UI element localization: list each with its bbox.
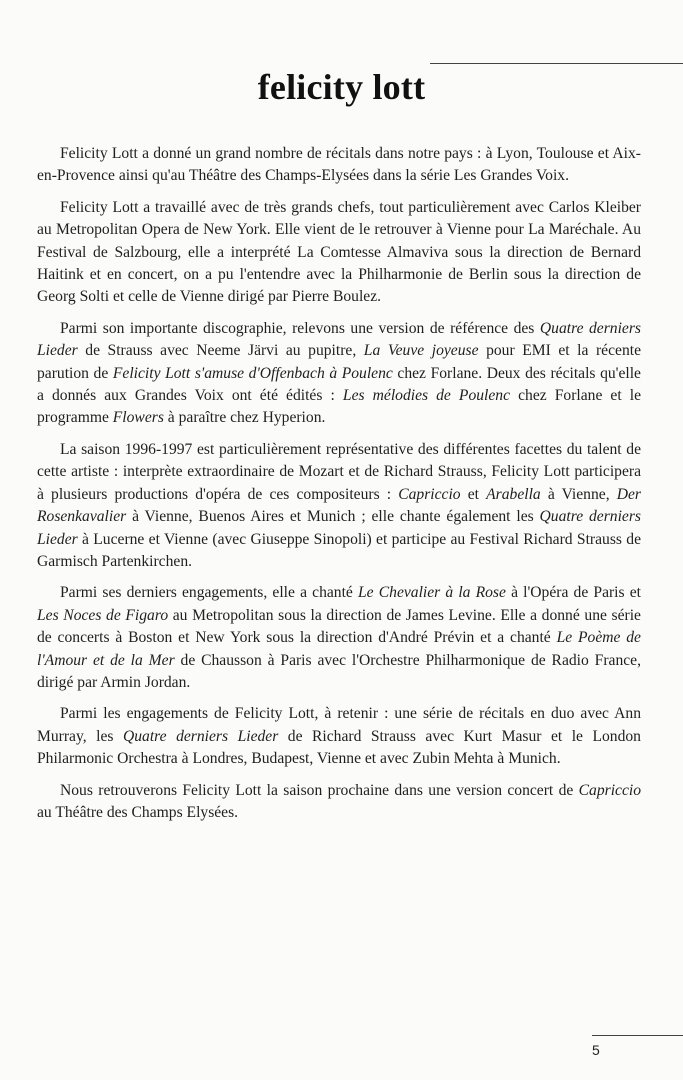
- paragraph-text: à l'Opéra de Paris et: [505, 584, 641, 602]
- italic-title-text: Quatre derniers Lieder: [37, 319, 641, 360]
- italic-title-text: Capriccio: [398, 485, 461, 503]
- paragraph-text: pour EMI et la récente parution de: [37, 342, 641, 382]
- body-paragraph: [37, 439, 641, 573]
- paragraph-text: de Chausson à Paris avec l'Orchestre Philharmonique de Radio France, dirigé par Armin Jordan.: [37, 651, 641, 691]
- paragraph-text: Parmi les engagements de Felicity Lott, à retenir : une série de récitals en duo avec Ann Murray, les: [37, 705, 641, 745]
- italic-title-text: Quatre derniers Lieder: [122, 727, 279, 745]
- page-number: 5: [592, 1042, 600, 1058]
- italic-title-text: Capriccio: [578, 781, 641, 799]
- paragraph-text: Parmi ses derniers engagements, elle a chanté: [60, 584, 358, 602]
- italic-title-text: Arabella: [486, 485, 541, 503]
- italic-title-text: La Veuve joyeuse: [363, 342, 479, 360]
- body-paragraph: [37, 703, 641, 770]
- paragraph-text: au Metropolitan sous la direction de James Levine. Elle a donné une série de concerts à Boston et New York sous la direction d'André Prévin et a chanté: [37, 606, 641, 647]
- paragraph-text: au Théâtre des Champs Elysées.: [37, 803, 239, 821]
- paragraph-text: La saison 1996-1997 est particulièrement représentative des différentes facettes du talent de cette artiste : interprète extraordinaire de Mozart et de Richard Strauss, Felicity Lott participera à plusieurs productions d'opéra de ces compositeurs :: [37, 440, 641, 503]
- italic-title-text: Quatre derniers Lieder: [37, 508, 641, 548]
- paragraph-text: à Vienne, Buenos Aires et Munich ; elle chante également les: [126, 508, 540, 526]
- paragraph-text: Nous retrouverons Felicity Lott la saison prochaine dans une version concert de: [60, 781, 579, 799]
- paragraph-text: à Lucerne et Vienne (avec Giuseppe Sinopoli) et participe au Festival Richard Strauss de Garmisch Partenkirchen.: [37, 530, 641, 570]
- top-rule: [430, 63, 683, 64]
- paragraph-text: de Strauss avec Neeme Järvi au pupitre,: [77, 342, 364, 360]
- italic-title-text: Der Rosenkavalier: [37, 485, 641, 526]
- body-paragraph: [37, 780, 641, 825]
- body-paragraph: [37, 197, 641, 309]
- body-paragraph: [37, 318, 641, 430]
- page-title: felicity lott: [257, 67, 426, 107]
- italic-title-text: Felicity Lott s'amuse d'Offenbach à Poulenc: [112, 364, 393, 382]
- footer-rule: [592, 1035, 683, 1036]
- article-body: [37, 143, 641, 833]
- italic-title-text: Le Poème de l'Amour et de la Mer: [37, 629, 641, 669]
- paragraph-text: à paraître chez Hyperion.: [163, 409, 326, 427]
- paragraph-text: de Richard Strauss avec Kurt Masur et le London Philarmonic Orchestra à Londres, Budapest, Vienne et avec Zubin Mehta à Munich.: [37, 727, 641, 768]
- italic-title-text: Les Noces de Figaro: [37, 606, 169, 624]
- paragraph-text: Felicity Lott a travaillé avec de très grands chefs, tout particulièrement avec Carlos Kleiber au Metropolitan Opera de New York. Elle vient de le retrouver à Vienne pour La Maréchale. Au Festival de Salzbourg, elle a interprété La Comtesse Almaviva sous la direction de Bernard Haitink et en concert, on a pu l'entendre avec la Philharmonie de Berlin sous la direction de Georg Solti et celle de Vienne dirigé par Pierre Boulez.: [37, 198, 641, 306]
- paragraph-text: et: [460, 485, 487, 503]
- body-paragraph: [37, 582, 641, 694]
- paragraph-text: chez Forlane. Deux des récitals qu'elle a donnés aux Grandes Voix ont été édités :: [37, 364, 641, 405]
- paragraph-text: Parmi son importante discographie, relevons une version de référence des: [60, 319, 540, 337]
- paragraph-text: à Vienne,: [540, 485, 617, 503]
- italic-title-text: Flowers: [112, 409, 164, 427]
- paragraph-text: Felicity Lott a donné un grand nombre de récitals dans notre pays : à Lyon, Toulouse et Aix-en-Provence ainsi qu'au Théâtre des Champs-Elysées dans la série Les Grandes Voix.: [37, 145, 641, 185]
- italic-title-text: Les mélodies de Poulenc: [342, 387, 511, 405]
- body-paragraph: [37, 143, 641, 188]
- italic-title-text: Le Chevalier à la Rose: [358, 584, 506, 602]
- paragraph-text: chez Forlane et le programme: [37, 387, 642, 427]
